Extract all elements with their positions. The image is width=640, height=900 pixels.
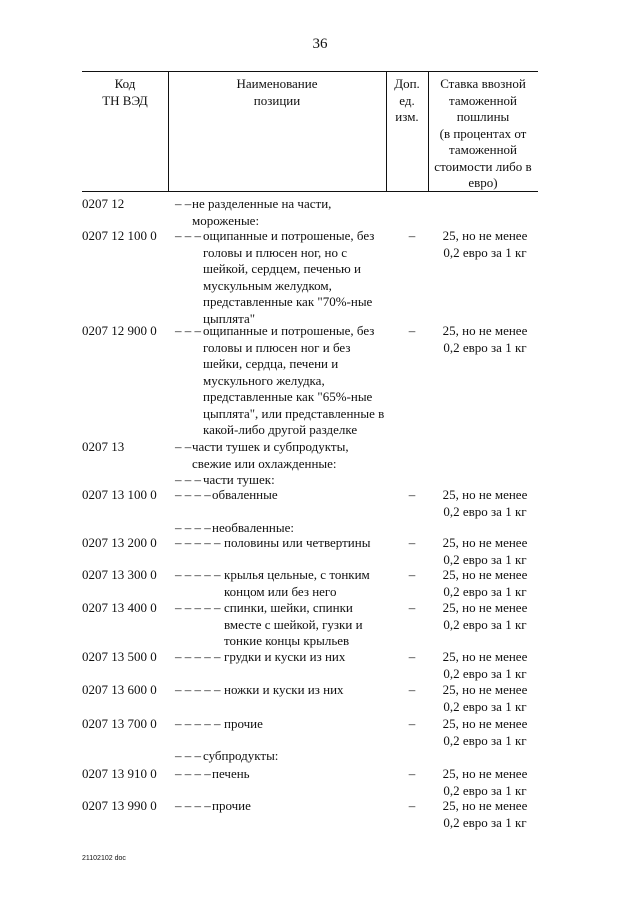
row-dash: – – (175, 196, 192, 211)
row-dash: – – – (175, 748, 201, 763)
row-code: 0207 13 300 0 (82, 567, 157, 582)
row-code: 0207 12 100 0 (82, 228, 157, 243)
row-code: 0207 13 400 0 (82, 600, 157, 615)
row-rate: 25, но не менее 0,2 евро за 1 кг (442, 649, 528, 681)
header-code: Код ТН ВЭД (102, 76, 148, 108)
row-unit: – (408, 228, 416, 243)
row-code: 0207 13 500 0 (82, 649, 157, 664)
row-code: 0207 13 100 0 (82, 487, 157, 502)
row-rate: 25, но не менее 0,2 евро за 1 кг (442, 766, 528, 798)
row-dash: – – – – (175, 766, 211, 781)
row-unit: – (408, 535, 416, 550)
row-description: ножки и куски из них (224, 682, 344, 697)
row-description: крылья цельные, с тонким концом или без него (224, 567, 370, 599)
row-rate: 25, но не менее 0,2 евро за 1 кг (442, 682, 528, 714)
row-description: не разделенные на части, мороженые: (192, 196, 332, 228)
row-rate: 25, но не менее 0,2 евро за 1 кг (442, 716, 528, 748)
document-footer: 21102102 doc (82, 855, 126, 862)
row-dash: – – – – (175, 798, 211, 813)
row-code: 0207 12 (82, 196, 125, 211)
row-description: прочие (212, 798, 251, 813)
row-code: 0207 13 910 0 (82, 766, 157, 781)
row-unit: – (408, 716, 416, 731)
row-unit: – (408, 567, 416, 582)
row-description: прочие (224, 716, 263, 731)
row-unit: – (408, 323, 416, 338)
header-rate: Ставка ввозной таможенной пошлины (в процентах от таможенной стоимости либо в евро) (434, 76, 532, 190)
row-dash: – – – (175, 323, 201, 338)
header-name: Наименование позиции (236, 76, 318, 108)
row-dash: – – – (175, 228, 201, 243)
row-rate: 25, но не менее 0,2 евро за 1 кг (442, 228, 528, 260)
header-unit: Доп. ед. изм. (394, 76, 420, 124)
row-dash: – – – – – (175, 535, 221, 550)
row-dash: – – – – – (175, 649, 221, 664)
row-description: необваленные: (212, 520, 294, 535)
row-unit: – (408, 766, 416, 781)
row-rate: 25, но не менее 0,2 евро за 1 кг (442, 567, 528, 599)
row-unit: – (408, 682, 416, 697)
row-dash: – – – – – (175, 716, 221, 731)
row-description: грудки и куски из них (224, 649, 346, 664)
row-dash: – – – – – (175, 567, 221, 582)
row-unit: – (408, 487, 416, 502)
row-code: 0207 12 900 0 (82, 323, 157, 338)
row-description: спинки, шейки, спинки вместе с шейкой, гузки и тонкие концы крыльев (224, 600, 363, 648)
table-top-rule (82, 71, 538, 72)
row-description: части тушек: (203, 472, 275, 487)
row-dash: – – (175, 439, 192, 454)
row-dash: – – – – – (175, 682, 221, 697)
row-code: 0207 13 (82, 439, 125, 454)
row-dash: – – – – (175, 520, 211, 535)
row-dash: – – – (175, 472, 201, 487)
page-number: 36 (312, 36, 328, 52)
row-description: ощипанные и потрошеные, без головы и плюсен ног и без шейки, сердца, печени и мускульного желудка, представленные как "65%-ные цыплята", или представленные в какой-либо другой разделке (203, 323, 385, 437)
row-code: 0207 13 990 0 (82, 798, 157, 813)
row-code: 0207 13 600 0 (82, 682, 157, 697)
row-description: печень (212, 766, 250, 781)
row-dash: – – – – – (175, 600, 221, 615)
row-rate: 25, но не менее 0,2 евро за 1 кг (442, 798, 528, 830)
row-dash: – – – – (175, 487, 211, 502)
row-description: ощипанные и потрошеные, без головы и плюсен ног, но с шейкой, сердцем, печенью и мускульным желудком, представленные как "70%-ные цыплята" (203, 228, 375, 326)
row-description: субпродукты: (203, 748, 279, 763)
row-description: половины или четвертины (224, 535, 371, 550)
row-code: 0207 13 200 0 (82, 535, 157, 550)
row-unit: – (408, 798, 416, 813)
row-rate: 25, но не менее 0,2 евро за 1 кг (442, 323, 528, 355)
row-rate: 25, но не менее 0,2 евро за 1 кг (442, 535, 528, 567)
row-code: 0207 13 700 0 (82, 716, 157, 731)
row-unit: – (408, 649, 416, 664)
row-rate: 25, но не менее 0,2 евро за 1 кг (442, 600, 528, 632)
row-rate: 25, но не менее 0,2 евро за 1 кг (442, 487, 528, 519)
row-description: части тушек и субпродукты, свежие или охлажденные: (192, 439, 349, 471)
row-unit: – (408, 600, 416, 615)
row-description: обваленные (212, 487, 278, 502)
